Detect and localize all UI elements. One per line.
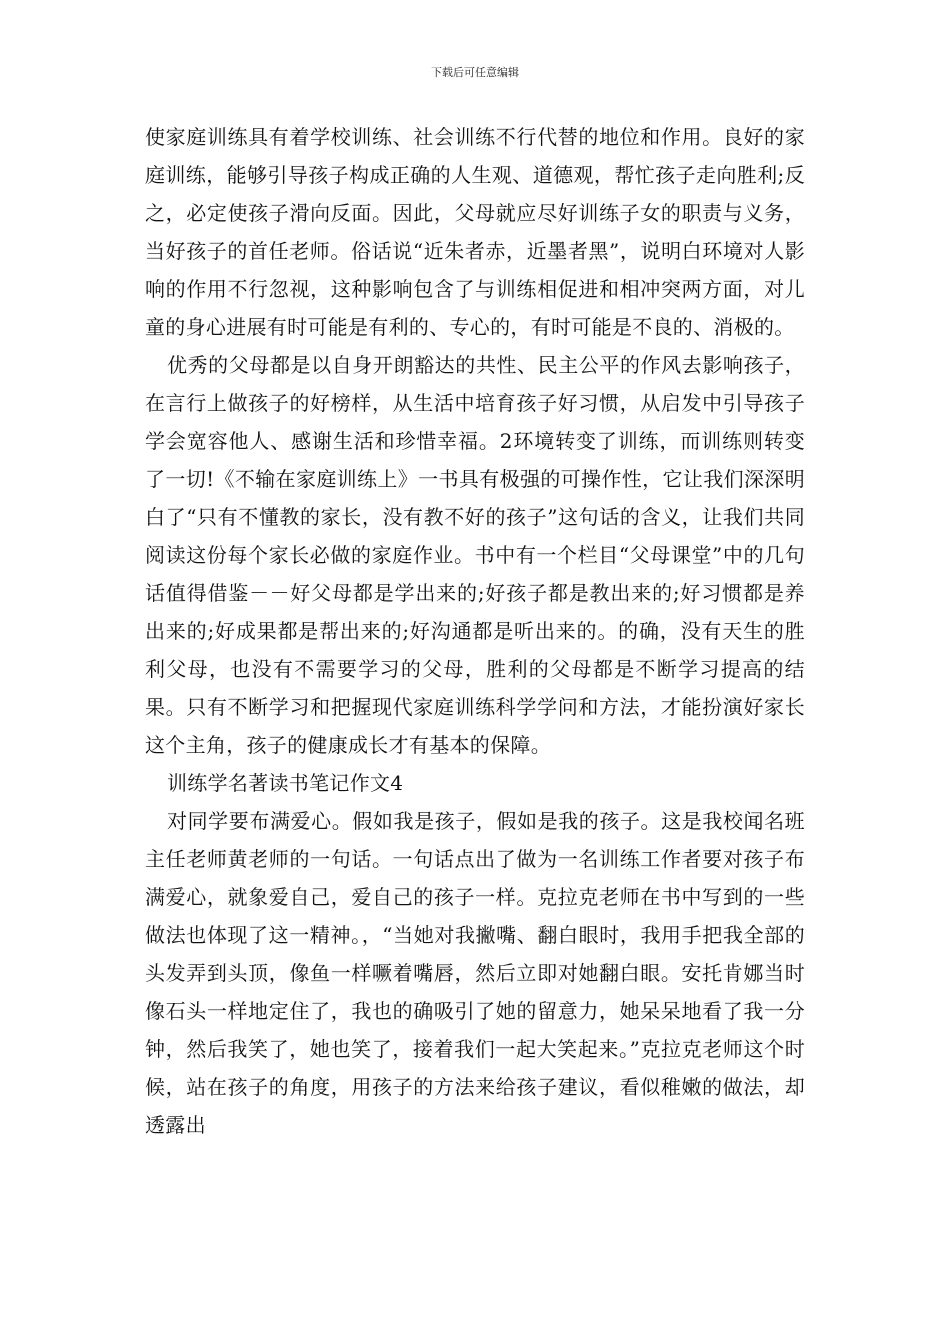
section-heading: 训练学名著读书笔记作文4 bbox=[167, 771, 404, 795]
paragraph-3: 对同学要布满爱心。假如我是孩子，假如是我的孩子。这是我校闻名班主任老师黄老师的一句话。一句话点出了做为一名训练工作者要对孩子布满爱心，就象爱自己，爱自己的孩子一样。克拉克老师在书中写到的一些做法也体现了这一精神。，“当她对我撇嘴、翻白眼时，我用手把我全部的头发弄到头顶，像鱼一样噘着嘴唇，然后立即对她翻白眼。安托肯娜当时像石头一样地定住了，我也的确吸引了她的留意力，她呆呆地看了我一分钟，然后我笑了，她也笑了，接着我们一起大笑起来。”克拉克老师这个时候，站在孩子的角度，用孩子的方法来给孩子建议，看似稚嫩的做法，却透露出 bbox=[145, 809, 805, 1137]
paragraph-2: 优秀的父母都是以自身开朗豁达的共性、民主公平的作风去影响孩子，在言行上做孩子的好榜样，从生活中培育孩子好习惯，从启发中引导孩子学会宽容他人、感谢生活和珍惜幸福。2环境转变了训练，而训练则转变了一切!《不输在家庭训练上》一书具有极强的可操作性，它让我们深深明白了“只有不懂教的家长，没有教不好的孩子”这句话的含义，让我们共同阅读这份每个家长必做的家庭作业。书中有一个栏目“父母课堂”中的几句话值得借鉴－－好父母都是学出来的;好孩子都是教出来的;好习惯都是养出来的;好成果都是帮出来的;好沟通都是听出来的。的确，没有天生的胜利父母，也没有不需要学习的父母，胜利的父母都是不断学习提高的结果。只有不断学习和把握现代家庭训练科学学问和方法，才能扮演好家长这个主角，孩子的健康成长才有基本的保障。 bbox=[145, 353, 805, 757]
document-body bbox=[145, 118, 805, 1144]
page-header: 下载后可任意编辑 bbox=[431, 66, 519, 79]
paragraph-1: 使家庭训练具有着学校训练、社会训练不行代替的地位和作用。良好的家庭训练，能够引导孩子构成正确的人生观、道德观，帮忙孩子走向胜利;反之，必定使孩子滑向反面。因此，父母就应尽好训练子女的职责与义务，当好孩子的首任老师。俗话说“近朱者赤，近墨者黑”，说明白环境对人影响的作用不行忽视，这种影响包含了与训练相促进和相冲突两方面，对儿童的身心进展有时可能是有利的、专心的，有时可能是不良的、消极的。 bbox=[145, 125, 805, 339]
